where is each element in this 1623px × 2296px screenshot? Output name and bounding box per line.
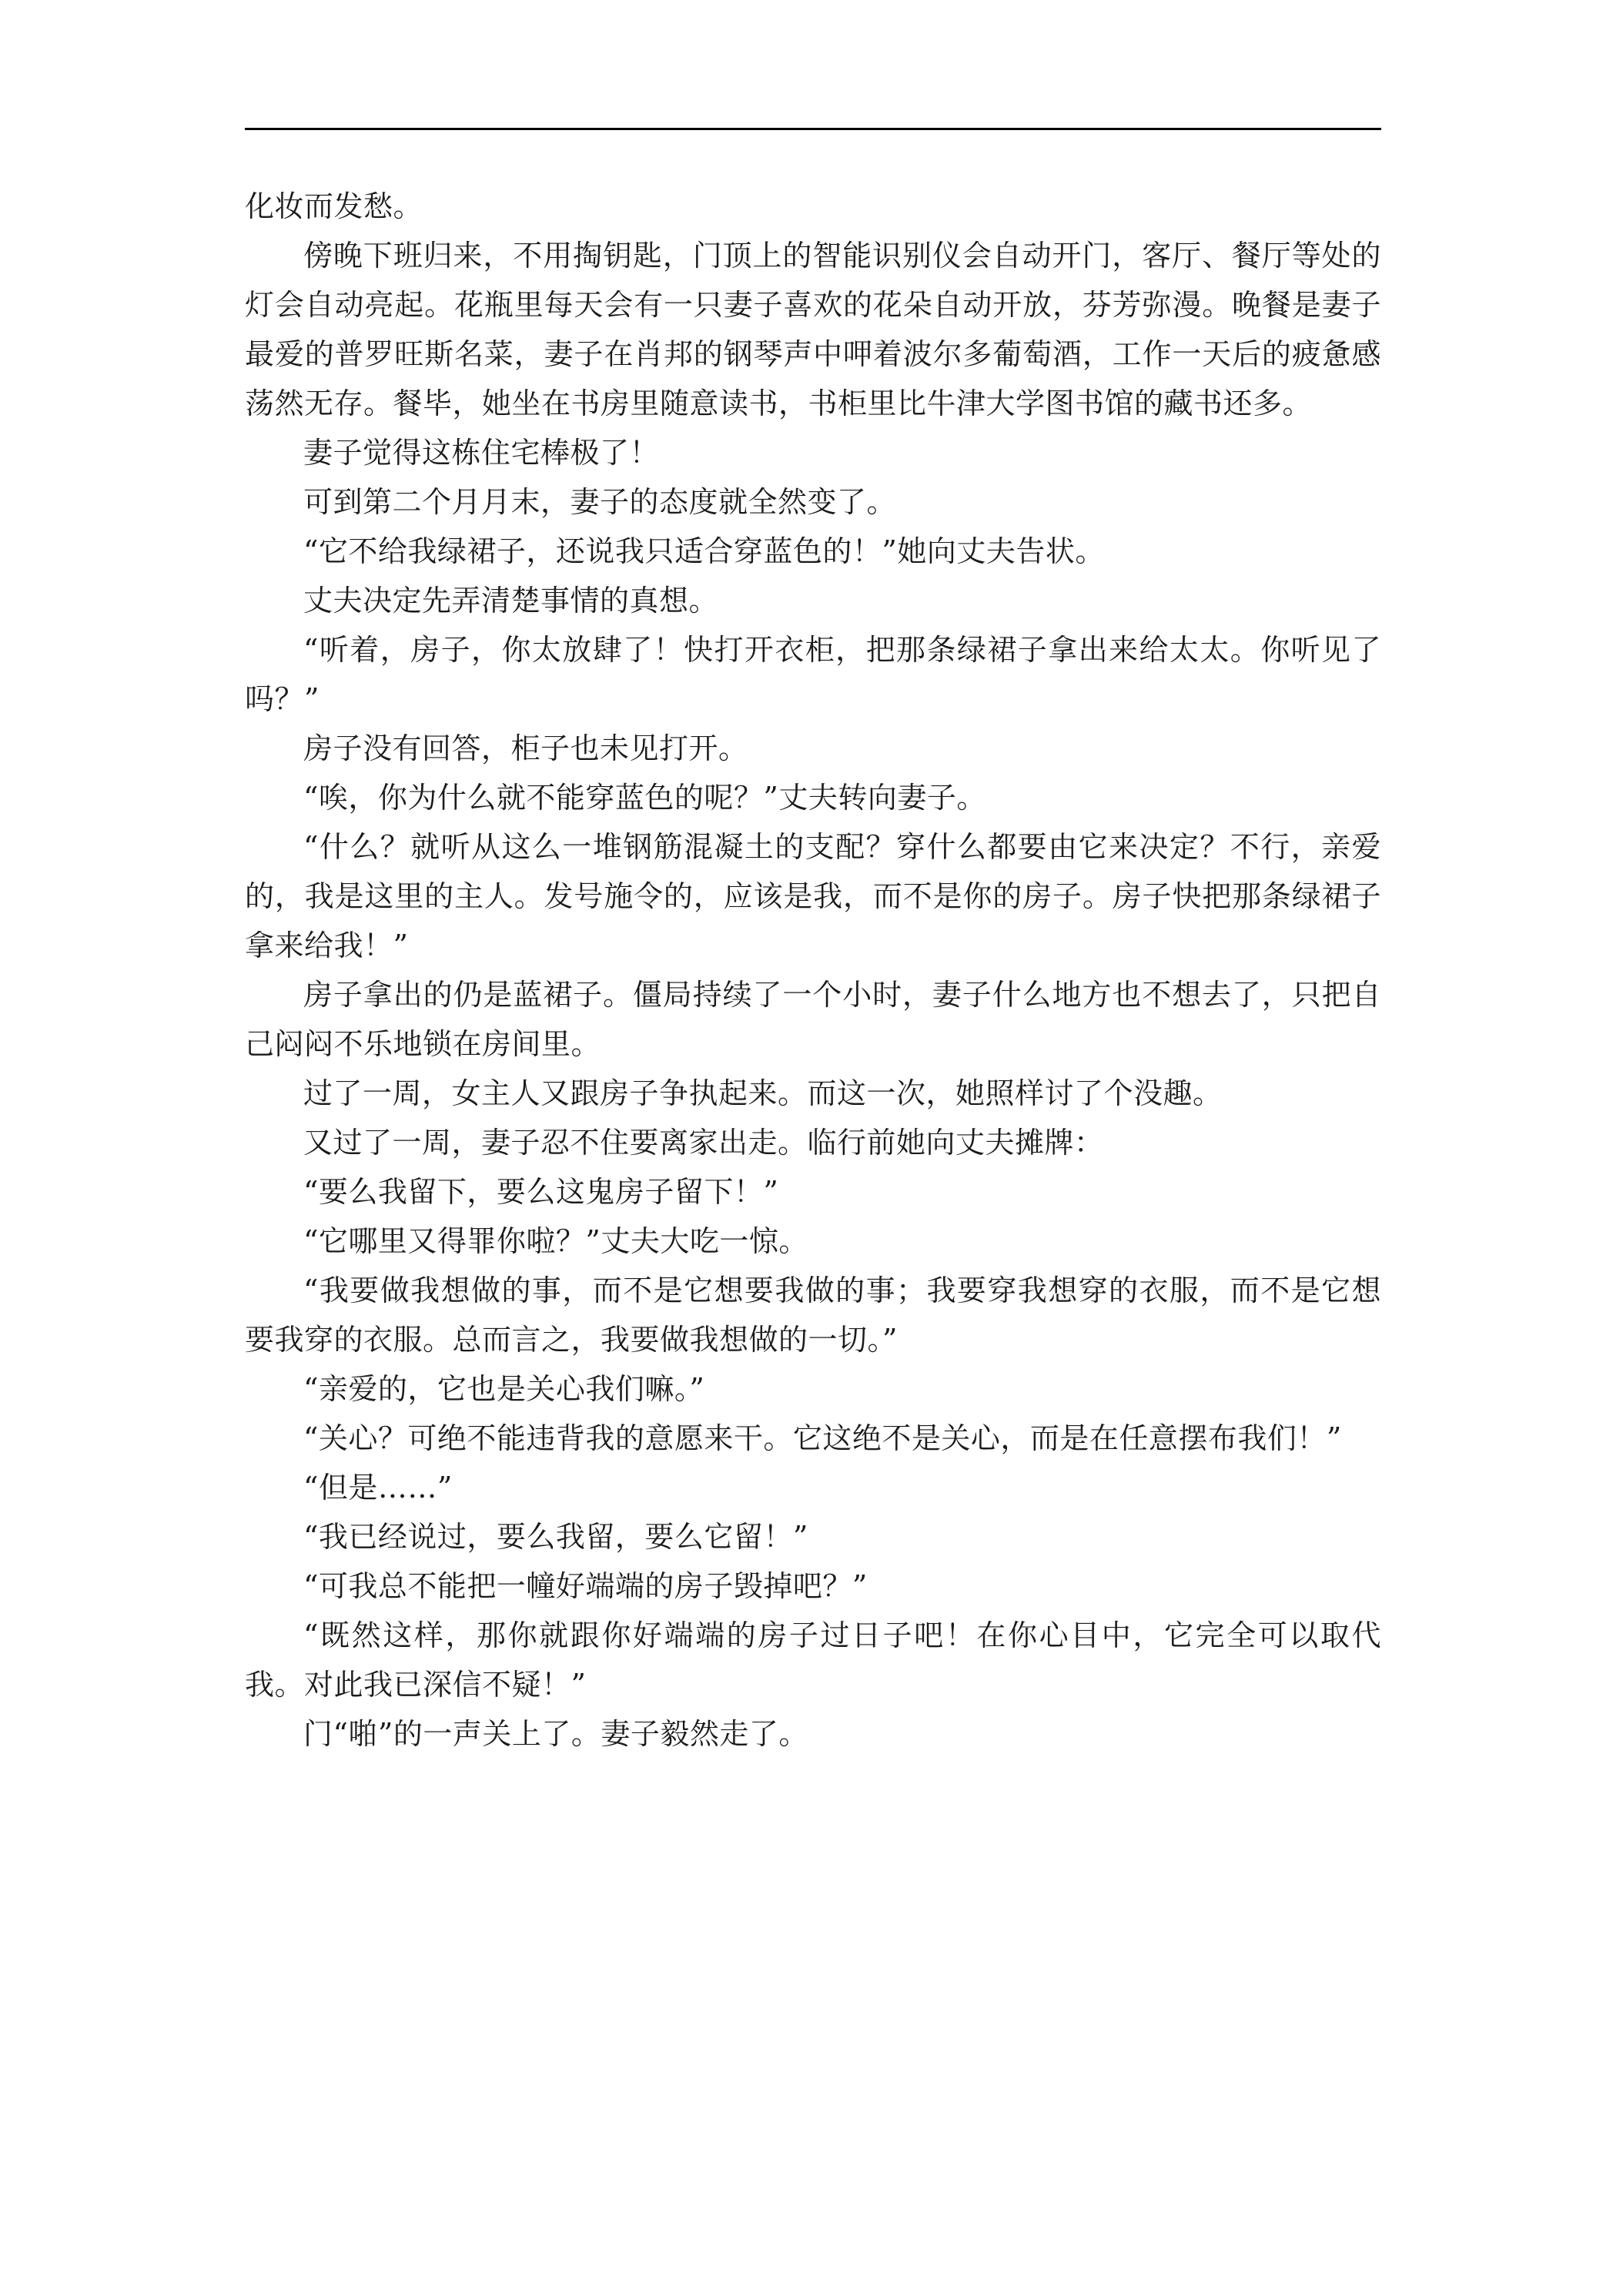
paragraph: “可我总不能把一幢好端端的房子毁掉吧？” [303,1569,868,1603]
paragraph: “既然这样，那你就跟你好端端的房子过日子吧！在你心目中，它完全可以取代我。对此我已深信不疑！” [245,1618,1381,1702]
paragraph: 傍晚下班归来，不用掏钥匙，门顶上的智能识别仪会自动开门，客厅、餐厅等处的灯会自动亮起。花瓶里每天会有一只妻子喜欢的花朵自动开放，芬芳弥漫。晚餐是妻子最爱的普罗旺斯名菜，妻子在肖邦的钢琴声中呷着波尔多葡萄酒，工作一天后的疲惫感荡然无存。餐毕，她坐在书房里随意读书，书柜里比牛津大学图书馆的藏书还多。 [245,239,1381,420]
header-rule [245,128,1381,130]
paragraph: “唉，你为什么就不能穿蓝色的呢？”丈夫转向妻子。 [303,781,986,815]
paragraph: 可到第二个月月末，妻子的态度就全然变了。 [303,485,897,519]
paragraph: 房子没有回答，柜子也未见打开。 [303,731,748,765]
paragraph: “要么我留下，要么这鬼房子留下！” [303,1175,779,1209]
body-text [245,182,1381,1759]
paragraph: 妻子觉得这栋住宅棒极了！ [303,436,660,470]
paragraph: “它不给我绿裙子，还说我只适合穿蓝色的！”她向丈夫告状。 [303,534,1105,568]
paragraph: 化妆而发愁。 [245,189,423,223]
paragraph: “但是……” [303,1471,453,1504]
paragraph: “什么？就听从这么一堆钢筋混凝土的支配？穿什么都要由它来决定？不行，亲爱的，我是这里的主人。发号施令的，应该是我，而不是你的房子。房子快把那条绿裙子拿来给我！” [245,830,1381,962]
paragraph: 过了一周，女主人又跟房子争执起来。而这一次，她照样讨了个没趣。 [303,1076,1223,1110]
paragraph: “我要做我想做的事，而不是它想要我做的事；我要穿我想穿的衣服，而不是它想要我穿的衣服。总而言之，我要做我想做的一切。” [245,1274,1381,1357]
paragraph: 房子拿出的仍是蓝裙子。僵局持续了一个小时，妻子什么地方也不想去了，只把自己闷闷不乐地锁在房间里。 [245,978,1381,1061]
paragraph: “听着，房子，你太放肆了！快打开衣柜，把那条绿裙子拿出来给太太。你听见了吗？” [245,633,1381,716]
paragraph: “我已经说过，要么我留，要么它留！” [303,1520,808,1554]
paragraph: “它哪里又得罪你啦？”丈夫大吃一惊。 [303,1224,808,1258]
paragraph: “关心？可绝不能违背我的意愿来干。它这绝不是关心，而是在任意摆布我们！” [303,1421,1342,1455]
paragraph: 又过了一周，妻子忍不住要离家出走。临行前她向丈夫摊牌： [303,1126,1104,1160]
paragraph: 丈夫决定先弄清楚事情的真想。 [303,584,719,618]
paragraph: “亲爱的，它也是关心我们嘛。” [303,1372,705,1406]
paragraph: 门“啪”的一声关上了。妻子毅然走了。 [303,1717,808,1751]
